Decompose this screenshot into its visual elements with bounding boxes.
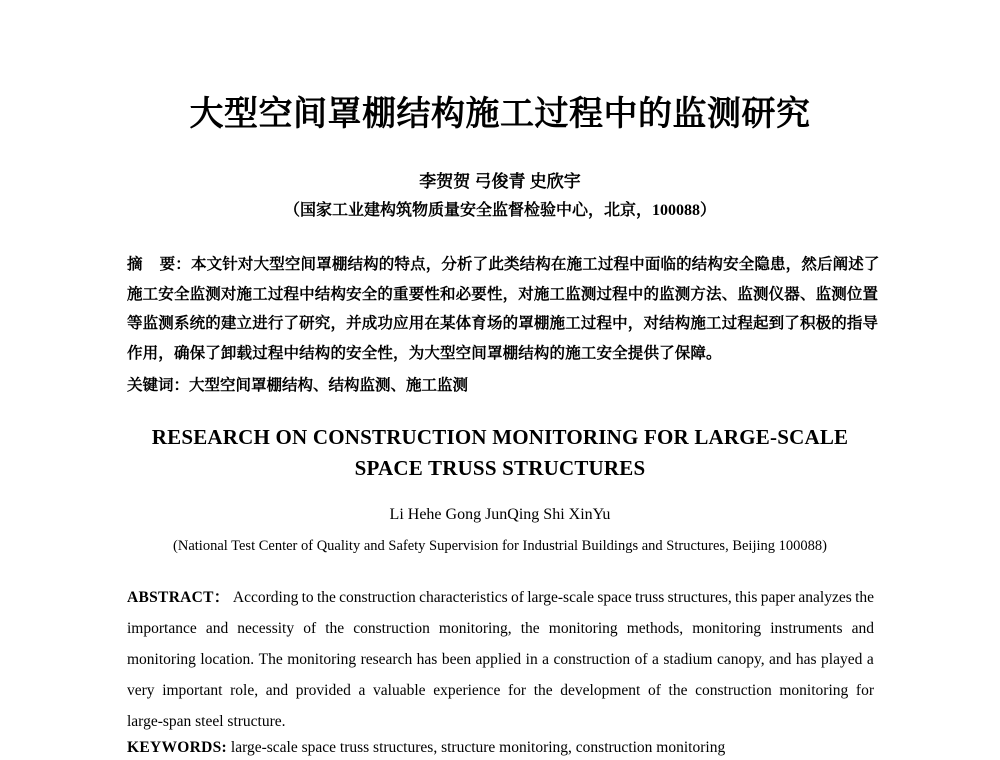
word: a [866, 651, 874, 668]
chinese-keywords-row [127, 374, 468, 398]
chinese-abstract-line-2: 施工安全监测对施工过程中结构安全的重要性和必要性，对施工监测过程中的监测方法、监测仪器、监测位置 [127, 285, 879, 303]
chinese-abstract-line-1 [127, 250, 880, 280]
english-author-list: Li Hehe Gong JunQing Shi XinYu [389, 506, 611, 523]
word: and [769, 651, 792, 668]
word: the [855, 589, 874, 606]
word: monitoring [548, 620, 618, 637]
word: and [265, 682, 289, 699]
word: instruments [770, 620, 843, 637]
english-keywords-label: KEYWORDS: [127, 739, 228, 756]
english-title-line-2: SPACE TRUSS STRUCTURES [354, 456, 646, 480]
word: necessity [237, 620, 295, 637]
word: According [232, 589, 299, 606]
word: been [441, 651, 472, 668]
word: monitoring [692, 620, 762, 637]
word: the [325, 620, 345, 637]
word: for [507, 682, 527, 699]
chinese-abstract-label-colon: 要： [159, 256, 191, 273]
word: this [735, 589, 758, 606]
english-abstract-line-4 [127, 675, 874, 706]
english-paper-title [0, 422, 1000, 484]
english-abstract-line-1 [127, 582, 874, 613]
english-title-line-1: RESEARCH ON CONSTRUCTION MONITORING FOR LARGE-SCALE [151, 425, 849, 449]
word: provided [295, 682, 351, 699]
word: truss [635, 589, 665, 606]
word: of [634, 651, 648, 668]
word: for [855, 682, 874, 699]
word: and [851, 620, 874, 637]
word: a [542, 651, 550, 668]
word: to [301, 589, 314, 606]
word: monitoring [287, 651, 357, 668]
word: the [316, 589, 336, 606]
word: space [597, 589, 632, 606]
word: canopy, [716, 651, 765, 668]
word: construction [695, 682, 772, 699]
chinese-abstract-label: 摘 [127, 256, 143, 273]
word: important [162, 682, 223, 699]
word: monitoring, [438, 620, 512, 637]
word: development [560, 682, 641, 699]
english-affiliation: (National Test Center of Quality and Safety Supervision for Industrial Buildings and Structures, Beijing 100088) [173, 538, 827, 554]
chinese-abstract-text-1: 本文针对大型空间罩棚结构的特点，分析了此类结构在施工过程中面临的结构安全隐患，然后阐述了 [190, 256, 880, 273]
chinese-keywords-label: 关键词： [127, 377, 190, 394]
chinese-keywords-value: 大型空间罩棚结构、结构监测、施工监测 [189, 377, 469, 394]
word: of [647, 682, 661, 699]
word: experience [433, 682, 501, 699]
word: applied [475, 651, 522, 668]
word: played [821, 651, 863, 668]
word: analyzes [798, 589, 852, 606]
word: role, [230, 682, 259, 699]
word: construction [353, 620, 430, 637]
english-keywords-row [127, 737, 725, 759]
english-abstract-label: ABSTRACT： [127, 589, 230, 606]
english-abstract-block [127, 582, 874, 737]
word: valuable [373, 682, 426, 699]
word: has [795, 651, 817, 668]
chinese-author-list: 李贺贺 弓俊青 史欣宇 [419, 172, 581, 191]
word: a [358, 682, 366, 699]
word: the [533, 682, 553, 699]
word: very [127, 682, 155, 699]
chinese-abstract-block [127, 250, 880, 368]
word: stadium [663, 651, 713, 668]
chinese-affiliation: （国家工业建构筑物质量安全监督检验中心，北京，100088） [283, 202, 716, 219]
word: monitoring [127, 651, 196, 668]
english-abstract-line-5: large-span steel structure. [127, 713, 286, 730]
english-keywords-value: large-scale space truss structures, structure monitoring, construction monitoring [227, 739, 726, 756]
word: in [525, 651, 538, 668]
word: a [652, 651, 659, 668]
word: research [360, 651, 413, 668]
word: large-scale [527, 589, 595, 606]
word: the [520, 620, 540, 637]
chinese-abstract-line-3: 等监测系统的建立进行了研究，并成功应用在某体育场的罩棚施工过程中，对结构施工过程起到了积极的指导 [127, 315, 879, 332]
word: The [258, 651, 283, 668]
word: methods, [626, 620, 684, 637]
word: construction [553, 651, 631, 668]
english-abstract-line-2 [127, 613, 874, 644]
chinese-paper-title: 大型空间罩棚结构施工过程中的监测研究 [189, 94, 811, 134]
word: of [303, 620, 317, 637]
word: location. [200, 651, 255, 668]
word: the [668, 682, 688, 699]
word: structures, [667, 589, 732, 606]
word: and [205, 620, 229, 637]
word: paper [760, 589, 796, 606]
word: of [511, 589, 524, 606]
english-abstract-line-3 [127, 644, 874, 675]
word: has [416, 651, 438, 668]
word: construction [339, 589, 416, 606]
word: characteristics [419, 589, 508, 606]
word: importance [127, 620, 197, 637]
chinese-abstract-line-4: 作用，确保了卸载过程中结构的安全性，为大型空间罩棚结构的施工安全提供了保障。 [127, 344, 722, 362]
word: monitoring [779, 682, 849, 699]
